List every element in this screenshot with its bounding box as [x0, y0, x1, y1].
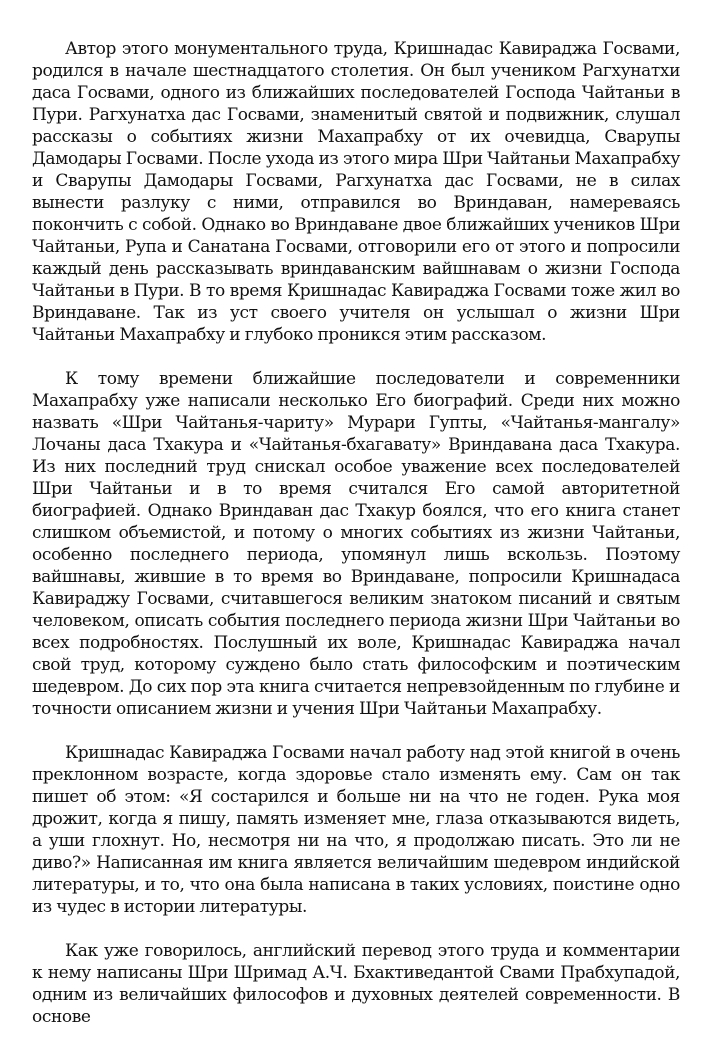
paragraph-author-biography: Автор этого монументального труда, Кришнадас Кавираджа Госвами, родился в начале шестнадцатого столетия. Он был учеником Рагхунатхи даса Госвами, одного из ближайших последователей Господа Чайтаньи в Пури. Рагхунатха дас Госвами, знаменитый святой и подвижник, слушал рассказы о событиях жизни Махапрабху от их очевидца, Сварупы Дамодары Госвами. После ухода из этого мира Шри Чайтаньи Махапрабху и Сварупы Дамодары Госвами, Рагхунатха дас Госвами, не в силах вынести разлуку с ними, отправился во Вриндаван, намереваясь покончить с собой. Однако во Вриндаване двое ближайших учеников Шри Чайтаньи, Рупа и Санатана Госвами, отговорили его от этого и попросили каждый день рассказывать вриндаванским вайшнавам о жизни Господа Чайтаньи в Пури. В то время Кришнадас Кавираджа Госвами тоже жил во Вриндаване. Так из уст своего учителя он услышал о жизни Шри Чайтаньи Махапрабху и глубоко проникся этим рассказом. — [32, 39, 680, 345]
paragraph-writing-in-old-age: Кришнадас Кавираджа Госвами начал работу над этой книгой в очень преклонном возрасте, когда здоровье стало изменять ему. Сам он так пишет об этом: «Я состарился и больше ни на что не годен. Рука моя дрожит, когда я пишу, память изменяет мне, глаза отказываются видеть, а уши глохнут. Но, несмотря ни на что, я продолжаю писать. Это ли не диво?» Написанная им книга является величайшим шедевром индийской литературы, и то, что она была написана в таких условиях, поистине одно из чудес в истории литературы. — [32, 743, 680, 917]
paragraph-earlier-biographies: К тому времени ближайшие последователи и современники Махапрабху уже написали несколько Его биографий. Среди них можно назвать «Шри Чайтанья-чариту» Мурари Гупты, «Чайтанья-мангалу» Лочаны даса Тхакура и «Чайтанья-бхагавату» Вриндавана даса Тхакура. Из них последний труд снискал особое уважение всех последователей Шри Чайтаньи и в то время считался Его самой авторитетной биографией. Однако Вриндаван дас Тхакур боялся, что его книга станет слишком объемистой, и потому о многих событиях из жизни Чайтаньи, особенно последнего периода, упомянул лишь вскользь. Поэтому вайшнавы, жившие в то время во Вриндаване, попросили Кришнадаса Кавираджу Госвами, считавшегося великим знатоком писаний и святым человеком, описать события последнего периода жизни Шри Чайтаньи во всех подробностях. Послушный их воле, Кришнадас Кавираджа начал свой труд, которому суждено было стать философским и поэтическим шедевром. До сих пор эта книга считается непревзойденным по глубине и точности описанием жизни и учения Шри Чайтаньи Махапрабху. — [32, 369, 680, 719]
document-body — [32, 38, 680, 1050]
paragraph-english-translation: Как уже говорилось, английский перевод этого труда и комментарии к нему написаны Шри Шримад А.Ч. Бхактиведантой Свами Прабхупадой, одним из величайших философов и духовных деятелей современности. В основе — [32, 941, 680, 1027]
